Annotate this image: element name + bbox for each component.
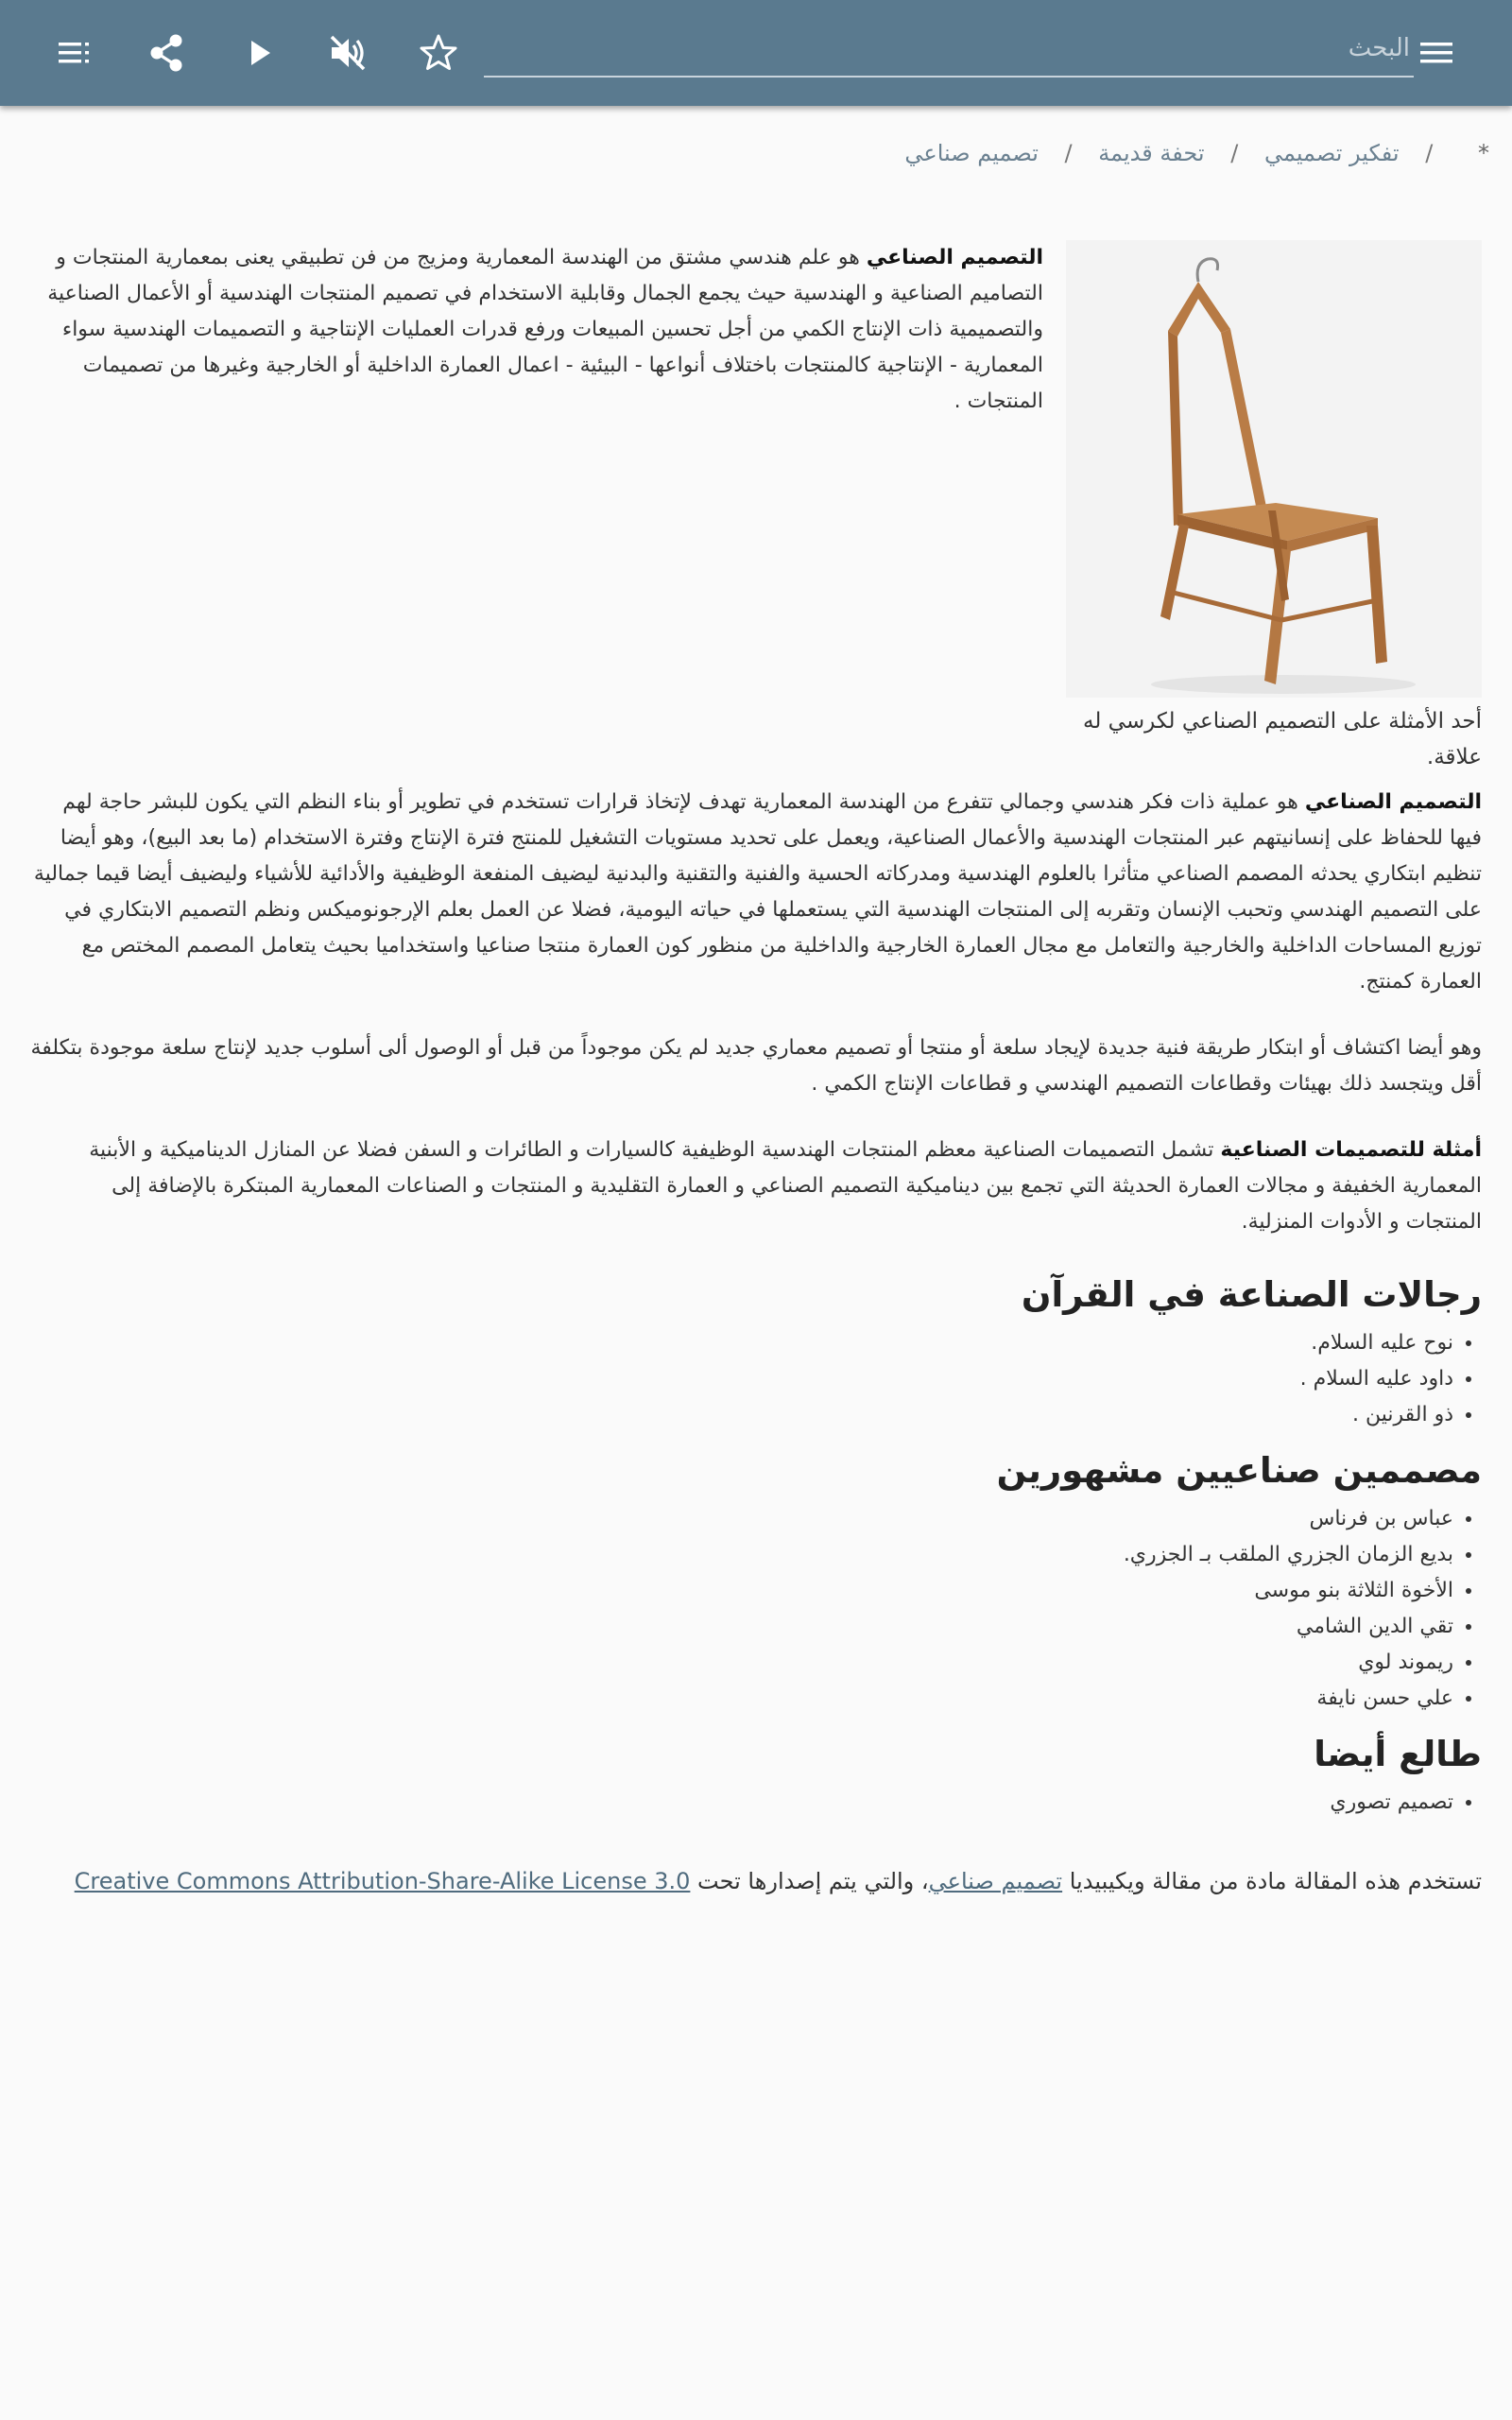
star-icon[interactable]: [410, 25, 467, 81]
list-item: • ذو القرنين .: [30, 1397, 1453, 1433]
list-item: • ريموند لوي: [30, 1645, 1453, 1681]
list-item: • بديع الزمان الجزري الملقب بـ الجزري.: [30, 1537, 1453, 1573]
list-quran: [30, 1325, 1482, 1433]
license-notice: [30, 1862, 1482, 1900]
list-item: • داود عليه السلام .: [30, 1361, 1453, 1397]
list-item: • نوح عليه السلام.: [30, 1325, 1453, 1361]
share-icon[interactable]: [138, 25, 195, 81]
breadcrumb-item-antique[interactable]: تحفة قديمة: [1098, 140, 1205, 166]
breadcrumb-separator: /: [1064, 140, 1073, 166]
breadcrumb-separator: /: [1425, 140, 1434, 166]
section-title-quran: رجالات الصناعة في القرآن: [1021, 1274, 1482, 1315]
volume-off-icon[interactable]: [319, 25, 376, 81]
list-item: • علي حسن نايفة: [30, 1681, 1453, 1717]
list-item: • تصميم تصوري: [30, 1785, 1453, 1821]
breadcrumb-item-design-thinking[interactable]: تفكير تصميمي: [1263, 140, 1400, 166]
paragraph-3-text: وهو أيضا اكتشاف أو ابتكار طريقة فنية جديدة لإيجاد سلعة أو منتجا أو تصميم معماري جديد لم يكن موجوداً من قبل أو الوصول ألى أسلوب جديد لإنتاج سلعة موجودة بتكلفة أقل ويتجسد ذلك بهيئات وقطاعات التصميم الهندسي و قطاعات الإنتاج الكمي .: [30, 1036, 1482, 1096]
paragraph-2-text: هو عملية ذات فكر هندسي وجمالي تتفرع من الهندسة المعمارية تهدف لإتخاذ قرارات تستخدم في تطوير أو بناء النظم التي يكون للبشر حاجة لهم فيها للحفاظ على إنسانيتهم عبر المنتجات الهندسية والأعمال الصناعية، ويعمل على تحديد مستويات التشغيل للمنتج فترة الإنتاج وفترة الاستخدام (ما بعد البيع)، وهو أيضا تنظيم ابتكاري يحدثه المصمم الصناعي متأثرا بالعلوم الهندسية ومدركاته الحسية والفنية والتقنية والبدنية ليضيف المنفعة الوظيفية والأدائية للأشياء وليضيف أيضا قيما جمالية على التصميم الهندسي وتحبب الإنسان وتقربه إلى المنتجات الهندسية التي يستعملها في حياته اليومية، فضلا عن العمل بعلم الإرجونوميكس ونظم التصميم الابتكاري في توزيع المساحات الداخلية والخارجية والتعامل مع مجال العمارة الخارجية والداخلية من منظور كون العمارة منتجا صناعيا واستخداميا بحيث يتعامل المصمم المختص مع العمارة كمنتج.: [33, 790, 1482, 994]
search-bar: [484, 21, 1414, 78]
breadcrumb-separator: /: [1230, 140, 1239, 166]
paragraph-1-text: هو علم هندسي مشتق من الهندسة المعمارية ومزيج من فن تطبيقي يعنى بمعمارية المنتجات و التصاميم الصناعية و الهندسية حيث يجمع الجمال وقابلية الاستخدام في تصميم المنتجات الهندسية أو الأعمال الصناعية والتصميمية ذات الإنتاج الكمي من أجل تحسين المبيعات ورفع قدرات العمليات الإنتاجية و التصميمات الهندسية سواء المعمارية - الإنتاجية كالمنتجات باختلاف أنواعها - البيئية - اعمال العمارة الداخلية أو الخارجية وغيرها من تصميمات المنتجات .: [47, 246, 1043, 413]
app-bar: [0, 0, 1512, 106]
section-title-designers: مصممين صناعيين مشهورين: [996, 1450, 1482, 1491]
list-item: • تقي الدين الشامي: [30, 1609, 1453, 1645]
play-icon[interactable]: [231, 25, 287, 81]
breadcrumb: [904, 140, 1489, 166]
paragraph-2: [30, 785, 1482, 1000]
list-item: • الأخوة الثلاثة بنو موسى: [30, 1573, 1453, 1609]
paragraph-4-text: تشمل التصميمات الصناعية معظم المنتجات الهندسية الوظيفية كالسيارات و الطائرات و السفن فضلا عن المنازل الديناميكية و الأبنية المعمارية الخفيفة و مجالات العمارة الحديثة التي تجمع بين ديناميكية التصميم الصناعي و العمارة التقليدية و المنتجات و الصناعات المعمارية المبتكرة بالإضافة إلى المنتجات و الأدوات المنزلية.: [89, 1138, 1482, 1234]
license-prefix: تستخدم هذه المقالة مادة من مقالة ويكيبيديا: [1062, 1868, 1482, 1894]
menu-icon[interactable]: [1408, 25, 1465, 81]
search-input[interactable]: [484, 21, 1414, 76]
paragraph-4-bold: أمثلة للتصميمات الصناعية: [1220, 1138, 1482, 1162]
article-link[interactable]: تصميم صناعي: [928, 1868, 1063, 1894]
paragraph-4: [30, 1132, 1482, 1240]
breadcrumb-home[interactable]: *: [1478, 140, 1489, 166]
figure: [1066, 240, 1482, 775]
list-designers: [30, 1501, 1482, 1717]
license-link[interactable]: Creative Commons Attribution-Share-Alike License 3.0: [74, 1868, 691, 1894]
playlist-icon[interactable]: [47, 25, 104, 81]
chair-image[interactable]: [1066, 240, 1482, 698]
breadcrumb-item-industrial-design[interactable]: تصميم صناعي: [904, 140, 1039, 166]
paragraph-3: [30, 1030, 1482, 1102]
license-middle: ، والتي يتم إصدارها تحت: [690, 1868, 929, 1894]
paragraph-1-bold: التصميم الصناعي: [866, 246, 1043, 269]
figure-caption: أحد الأمثلة على التصميم الصناعي لكرسي له علاقة.: [1083, 709, 1482, 769]
article-content: [30, 240, 1482, 1900]
section-title-see-also: طالع أيضا: [1314, 1734, 1482, 1774]
paragraph-2-bold: التصميم الصناعي: [1304, 790, 1482, 814]
list-item: • عباس بن فرناس: [30, 1501, 1453, 1537]
list-see-also: [30, 1785, 1482, 1821]
